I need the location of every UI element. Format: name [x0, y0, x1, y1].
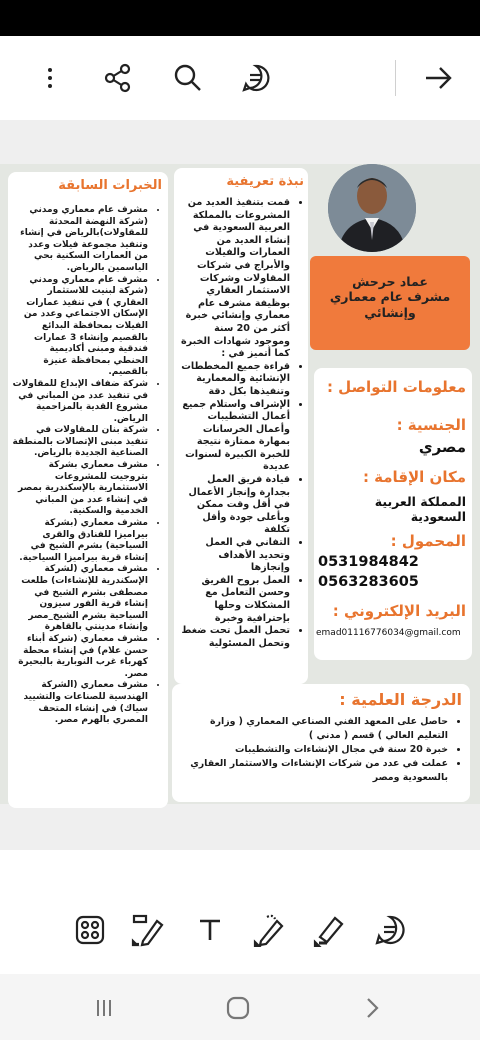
- list-item: • مشرف معماري (شركة أبناء حسن علام) في إنشاء محطة كهرباء غرب النوبارية بالبحيرة مصر.: [12, 634, 148, 680]
- recents-icon[interactable]: [84, 988, 124, 1028]
- share-icon[interactable]: [98, 58, 138, 98]
- list-item: • قيادة فريق العمل بجدارة وإنجاز الأعمال في أقل وقت ممكن وبأعلى جودة وأقل تكلفة: [176, 474, 290, 537]
- list-item: • مشرف عام معماري ومدني (شركة النهضة المحدثة للمقاولات)بالرياض في إنشاء وتنفيذ مجموعة فيلات وعدد من العمارات السكنية بحي الياسمين بالرياض.: [12, 205, 148, 275]
- comment-icon[interactable]: [236, 58, 276, 98]
- arrow-forward-icon[interactable]: [418, 58, 458, 98]
- more-vert-icon[interactable]: [30, 58, 70, 98]
- system-nav-bar: [0, 974, 480, 1040]
- text-icon[interactable]: [190, 910, 230, 950]
- list-item: • عملت في عدد من شركات الإنشاءات والاستثمار العقاري بالسعودية ومصر: [176, 757, 448, 785]
- toolbar-divider: [395, 60, 396, 96]
- list-item: • تحمل العمل تحت ضغط وتحمل المسئولية: [176, 625, 290, 650]
- nationality-value: مصري: [418, 438, 466, 456]
- bio-card: [174, 168, 308, 684]
- grid-view-icon[interactable]: [70, 910, 110, 950]
- residence-label: مكان الإقامة :: [362, 468, 466, 486]
- bottom-toolbar: [0, 878, 480, 974]
- phone-2[interactable]: 0563283605: [318, 574, 419, 590]
- back-icon[interactable]: [352, 988, 392, 1028]
- list-item: • الإشراف واستلام جميع أعمال التشطيبات وأعمال الخرسانات بمهارة ممتازة نتيجة للخبرة الكبيرة لسنوات عديدة: [176, 399, 290, 475]
- list-item: • قمت بتنفيذ العديد من المشروعات بالمملكة العربية السعودية في إنشاء العديد من العمارات والفيلات والأبراج في شركات المقاولات وشركات الاستثمار العقاري بوظيفة مشرف عام معماري وإنشائي خبرة أكثر من 20 سنة وموجود شهادات الخبرة كما أتميز في :: [176, 197, 290, 361]
- residence-value: المملكة العربية السعودية: [374, 494, 466, 524]
- email-label: البريد الإلكتروني :: [332, 602, 466, 620]
- bio-heading: نبذة تعريفية: [226, 174, 304, 189]
- list-item: • مشرف معماري بشركة بتروجيت للمشروعات الاستثمارية بالإسكندرية بمصر في إنشاء عدد من المباني الخدمية والسكنية.: [12, 460, 148, 518]
- list-item: • مشرف معماري (بشركة بيراميزا للفنادق والقرى السياحية) بشرم الشيخ في إنشاء قرية بيراميزا السياحية.: [12, 518, 148, 564]
- top-toolbar: [0, 36, 480, 121]
- pen-icon[interactable]: [250, 910, 290, 950]
- bio-list: [176, 197, 304, 650]
- experience-list: [12, 205, 162, 727]
- list-item: • شركة ضفاف الإبداع للمقاولات في تنفيذ عدد من المباني في مشروع القدية بالمزاحمية الرياض.: [12, 379, 148, 425]
- mobile-label: المحمول :: [390, 532, 466, 550]
- document-viewport[interactable]: [0, 120, 480, 850]
- list-item: • مشرف عام معماري ومدني (شركة لبنيت للاستثمار العقاري ) في تنفيذ عمارات الإسكان الاجتماعي وعدد من الفيلات بمحافظة البدائع بالقصيم وإنشاء 3 عمارات فندقية ومبنى أكاديمية الحنطي بمحافظة عنيزة بالقصيم.: [12, 275, 148, 379]
- search-icon[interactable]: [168, 58, 208, 98]
- resume-page: [0, 164, 480, 804]
- email-value[interactable]: emad01116776034@gmail.com: [316, 628, 461, 638]
- list-item: • قراءة جميع المخططات الإنشائية والمعمارية وتنفيذها بكل دقة: [176, 361, 290, 399]
- status-bar: [0, 0, 480, 36]
- list-item: • حاصل على المعهد الفني الصناعي المعماري ( وزارة التعليم العالي ) قسم ( مدني ): [176, 715, 448, 743]
- education-card: [172, 684, 470, 802]
- profile-banner: [310, 256, 470, 350]
- list-item: • مشرف معماري (لشركة الإسكندرية للإنشاءات) طلعت مصطفى بشرم الشيخ في إنشاء قرية الفور سيزون السياحية بشرم الشيخ_مصر وإنشاء مدينتي بالقاهرة: [12, 564, 148, 634]
- contact-heading: معلومات التواصل :: [326, 378, 466, 396]
- contact-card: [314, 368, 472, 660]
- comment-icon[interactable]: [370, 910, 410, 950]
- highlighter-icon[interactable]: [310, 910, 350, 950]
- profile-name: عماد حرحش: [352, 274, 428, 289]
- list-item: • خبرة 20 سنة في مجال الإنشاءات والتشطيبات: [176, 743, 448, 757]
- list-item: • شركة بنان للمقاولات في تنفيذ مبنى الإتصالات بالمنطقة الصناعية الجديدة بالرياض.: [12, 425, 148, 460]
- education-heading: الدرجة العلمية :: [339, 690, 462, 709]
- phone-1[interactable]: 0531984842: [318, 554, 419, 570]
- nationality-label: الجنسية :: [396, 416, 466, 434]
- list-item: • مشرف معماري (الشركة الهندسية للصناعات والتشييد سياك) في إنشاء المتحف المصري بالهرم مصر.: [12, 680, 148, 726]
- education-list: [176, 715, 462, 785]
- list-item: • التفاني في العمل وتحديد الأهداف وإنجازها: [176, 537, 290, 575]
- draw-icon[interactable]: [128, 910, 168, 950]
- experience-card: [8, 172, 168, 808]
- profile-title: مشرف عام معماري وإنشائي: [329, 289, 451, 320]
- experience-heading: الخبرات السابقة: [58, 178, 162, 193]
- profile-photo: [328, 164, 416, 252]
- home-icon[interactable]: [218, 988, 258, 1028]
- list-item: • العمل بروح الفريق وحسن التعامل مع المشكلات وحلها بإحترافية وخبرة: [176, 575, 290, 625]
